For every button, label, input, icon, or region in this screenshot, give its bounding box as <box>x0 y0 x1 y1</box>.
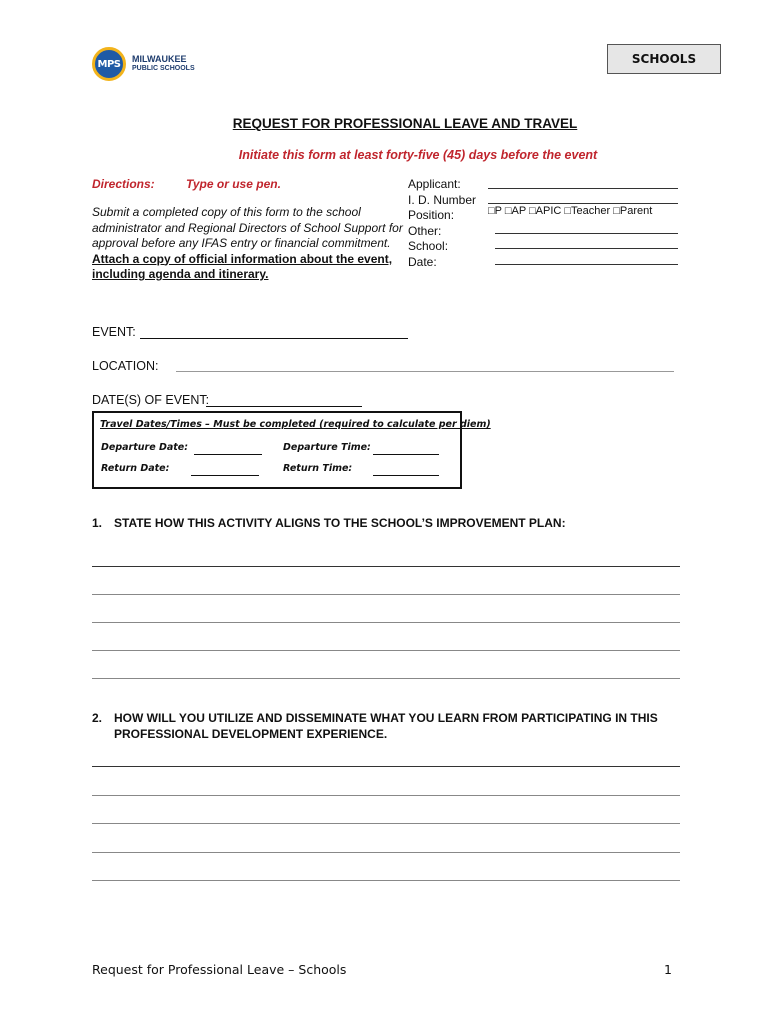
answer-2-line[interactable] <box>92 852 680 853</box>
date-label: Date: <box>408 254 437 269</box>
event-dates-label: DATE(S) OF EVENT: <box>92 393 210 407</box>
id-number-label: I. D. Number <box>408 192 477 207</box>
footer-doc-name: Request for Professional Leave – Schools <box>92 962 347 977</box>
applicant-field[interactable] <box>488 188 678 189</box>
directions-instruction: Type or use pen. <box>186 177 281 191</box>
logo-line-1: MILWAUKEE <box>132 54 187 64</box>
departure-time-label: Departure Time: <box>283 442 371 453</box>
event-dates-field[interactable] <box>206 406 362 407</box>
return-time-field[interactable] <box>373 475 439 476</box>
position-label: Position: <box>408 208 455 222</box>
applicant-labels <box>408 177 476 270</box>
logo-mark: MPS <box>92 47 126 81</box>
page-number: 1 <box>664 962 672 977</box>
return-date-label: Return Date: <box>101 463 170 474</box>
school-label: School: <box>408 239 449 253</box>
logo-line-2: PUBLIC SCHOOLS <box>132 65 195 72</box>
id-number-field[interactable] <box>488 203 678 204</box>
date-field[interactable] <box>495 264 678 265</box>
event-field[interactable] <box>140 338 408 339</box>
question-2-text: HOW WILL YOU UTILIZE AND DISSEMINATE WHAT YOU LEARN FROM PARTICIPATING IN THIS PROFESSIONAL DEVELOPMENT EXPERIENCE. <box>114 711 658 741</box>
departure-date-label: Departure Date: <box>101 442 189 453</box>
applicant-label: Applicant: <box>408 177 461 191</box>
departure-time-field[interactable] <box>373 454 439 455</box>
return-date-field[interactable] <box>191 475 259 476</box>
directions-body <box>92 205 412 283</box>
answer-1-line[interactable] <box>92 650 680 651</box>
location-field[interactable] <box>176 371 674 372</box>
departure-date-field[interactable] <box>194 454 262 455</box>
attach-note: Attach a copy of official information about the event, including agenda and itinerary. <box>92 251 393 281</box>
form-title: REQUEST FOR PROFESSIONAL LEAVE AND TRAVEL <box>232 116 578 131</box>
directions-text: Submit a completed copy of this form to the school administrator and Regional Directors of School Support for approval before any IFAS entry or financial commitment. <box>92 205 403 250</box>
directions-label: Directions: <box>92 177 155 191</box>
form-subtitle: Initiate this form at least forty-five (45) days before the event <box>238 148 598 162</box>
answer-1-line[interactable] <box>92 594 680 595</box>
question-1-text: STATE HOW THIS ACTIVITY ALIGNS TO THE SCHOOL’S IMPROVEMENT PLAN: <box>114 516 566 530</box>
school-field[interactable] <box>495 248 678 249</box>
other-field[interactable] <box>495 233 678 234</box>
answer-1-line[interactable] <box>92 622 680 623</box>
location-label: LOCATION: <box>92 359 159 373</box>
travel-heading: Travel Dates/Times – Must be completed (required to calculate per diem) <box>100 419 491 430</box>
other-label: Other: <box>408 223 442 238</box>
question-1-number: 1. <box>92 516 103 530</box>
answer-2-line[interactable] <box>92 795 680 796</box>
return-time-label: Return Time: <box>283 463 353 474</box>
answer-1-line[interactable] <box>92 566 680 567</box>
position-checkboxes[interactable]: □P □AP □APIC □Teacher □Parent <box>488 205 653 217</box>
answer-2-line[interactable] <box>92 823 680 824</box>
question-2-number: 2. <box>92 711 103 725</box>
schools-tag: SCHOOLS <box>607 44 721 74</box>
answer-1-line[interactable] <box>92 678 680 679</box>
event-label: EVENT: <box>92 325 136 339</box>
answer-2-line[interactable] <box>92 880 680 881</box>
answer-2-line[interactable] <box>92 766 680 767</box>
mps-logo <box>92 46 202 82</box>
